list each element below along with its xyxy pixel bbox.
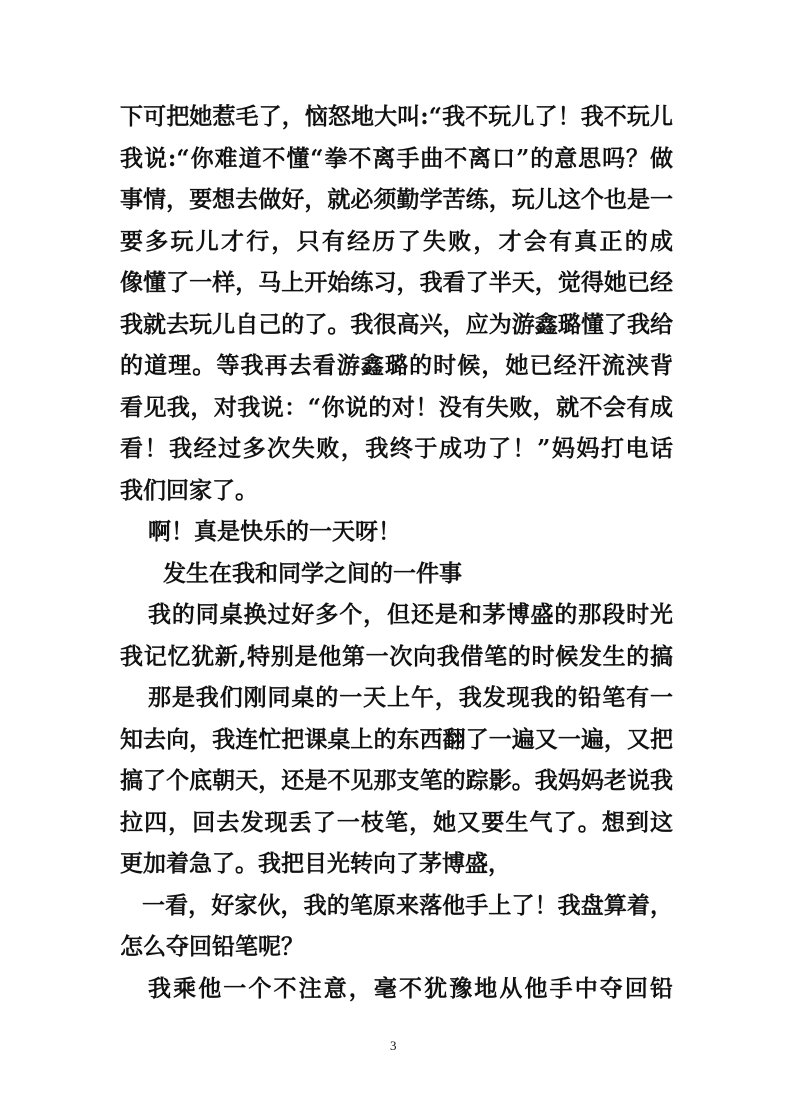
text-line: 看见我，对我说：“你说的对！没有失败，就不会有成 — [120, 393, 673, 421]
text-line: 的道理。等我再去看游鑫璐的时候，她已经汗流浃背 — [120, 352, 673, 379]
text-line: 我记忆犹新,特别是他第一次向我借笔的时候发生的搞 — [120, 642, 673, 670]
text-line: 我的同桌换过好多个，但还是和茅博盛的那段时光 — [148, 601, 673, 628]
text-line: 怎么夺回铅笔呢？ — [120, 933, 304, 960]
text-line: 拉四，回去发现丢了一枝笔，她又要生气了。想到这 — [120, 808, 673, 836]
document-body — [120, 96, 673, 1009]
text-line: 事情，要想去做好，就必须勤学苦练，玩儿这个也是一 — [120, 186, 673, 213]
text-line: 啊！真是快乐的一天呀！ — [148, 518, 401, 545]
text-line: 要多玩儿才行，只有经历了失败，才会有真正的成 — [120, 227, 673, 255]
section-title: 发生在我和同学之间的一件事 — [163, 559, 462, 587]
text-line: 一看，好家伙，我的笔原来落他手上了！我盘算着， — [142, 891, 673, 919]
text-line: 更加着急了。我把目光转向了茅博盛， — [120, 850, 511, 877]
text-line: 我乘他一个不注意，毫不犹豫地从他手中夺回铅 — [148, 974, 673, 1002]
text-line: 搞了个底朝天，还是不见那支笔的踪影。我妈妈老说我 — [120, 767, 673, 794]
text-line: 知去向，我连忙把课桌上的东西翻了一遍又一遍，又把 — [120, 725, 673, 753]
text-line: 像懂了一样，马上开始练习，我看了半天，觉得她已经 — [120, 269, 673, 296]
page-number: 3 — [390, 1038, 397, 1053]
text-line: 我就去玩儿自己的了。我很高兴，应为游鑫璐懂了我给 — [120, 310, 673, 338]
text-line: 那是我们刚同桌的一天上午，我发现我的铅笔有一 — [148, 684, 673, 711]
text-line: 看！我经过多次失败，我终于成功了！”妈妈打电话 — [120, 435, 673, 462]
text-line: 我们回家了。 — [120, 476, 258, 504]
text-line: 我说:“你难道不懂“拳不离手曲不离口”的意思吗？做 — [120, 144, 673, 172]
text-line: 下可把她惹毛了，恼怒地大叫:“我不玩儿了！我不玩儿 — [120, 103, 673, 130]
